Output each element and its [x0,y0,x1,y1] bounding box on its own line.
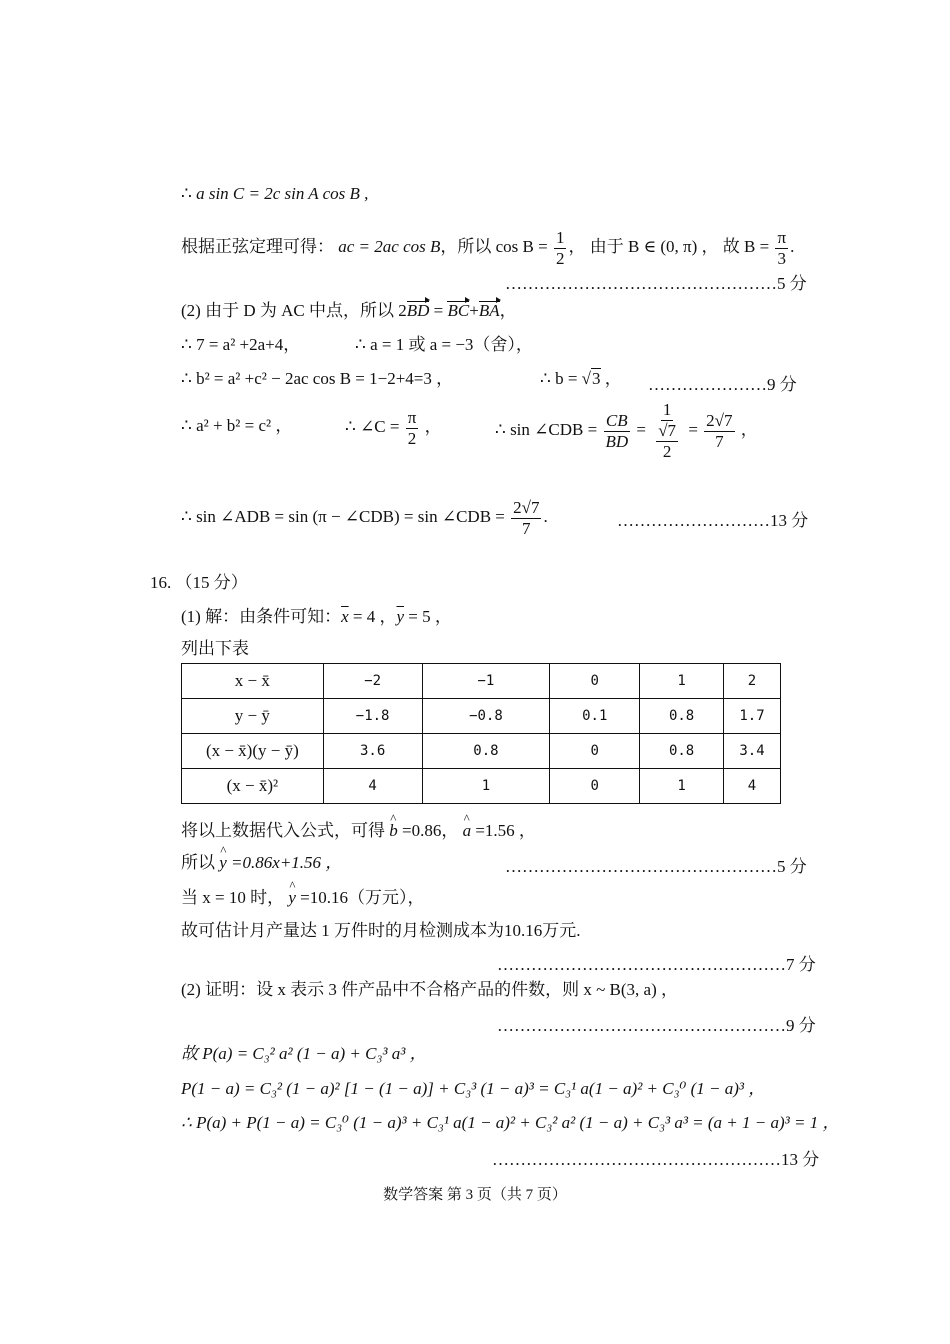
eq-line-1: ∴ a sin C = 2c sin A cos B , [181,184,369,203]
fraction: $\frac{\pi}{3}$ [777,227,787,268]
q16-line-5: 当 x = 10 时， ^ y =10.16（万元）， [181,887,424,909]
eq-line-7c: ∴ sin ∠CDB = $\frac{CB}{BD}$ = $\frac{1}{\frac{√7}{2}}$ = $\frac{2√7}{7}$ ， [495,400,758,461]
eq-line-7b: ∴ ∠C = $\frac{\pi}{2}$ ， [345,407,442,448]
table-cell: 4 [724,769,781,804]
score-leader: …………………………………………5 分 [505,857,807,876]
eq-line-2: 根据正弦定理可得： ac = 2ac cos B，所以 cos B = $\frac{1}{2}$ ， 由于 B ∈ (0, π) ， 故 B = $\frac{\pi}{3}$ . [181,227,795,268]
table-cell: −1 [422,664,550,699]
data-table [181,663,781,804]
score-leader: ……………………………………………13 分 [492,1150,820,1169]
table-cell: 3.6 [323,734,422,769]
fraction: $\frac{\pi}{2}$ [407,407,417,448]
q16-line-9: P(1 − a) = C₃² (1 − a)² [1 − (1 − a)] + C₃³ (1 − a)³ = C₃¹ a(1 − a)² + C₃⁰ (1 − a)³ ， [181,1079,766,1098]
table-cell: −0.8 [422,699,550,734]
score-leader: …………………………………………5 分 [505,274,807,293]
table-row [182,699,781,734]
fraction: $\frac{1}{\frac{√7}{2}}$ [658,400,677,461]
q16-line-1: (1) 解：由条件可知：$\overline{x} = 4$ ，$\overline{y} = 5$ ， [181,607,452,626]
eq-line-6a: ∴ b² = a² +c² − 2ac cos B = 1−2+4=3 ， [181,369,454,388]
table-cell: 0.8 [640,734,724,769]
table-cell: 0.8 [422,734,550,769]
row-header: (x − x̄)² [182,769,324,804]
fraction: $\frac{2√7}{7}$ [513,497,540,538]
page-footer: 数学答案 第 3 页（共 7 页） [383,1187,567,1203]
q16-line-6: 故可估计月产量达 1 万件时的月检测成本为10.16万元. [181,921,581,940]
table-row [182,769,781,804]
table-cell: 3.4 [724,734,781,769]
table-cell: 0 [550,769,640,804]
q16-line-8: 故 P(a) = C₃² a² (1 − a) + C₃³ a³ ， [181,1044,427,1063]
question-header: 16. （15 分） [150,573,248,592]
table-cell: −2 [323,664,422,699]
table-cell: 0.8 [640,699,724,734]
eq-line-8: ∴ sin ∠ADB = sin (π − ∠CDB) = sin ∠CDB = $\frac{2√7}{7}$ . [181,497,548,538]
eq-line-5b: ∴ a = 1 或 a = −3（舍）， [355,335,533,354]
q16-line-7: (2) 证明：设 x 表示 3 件产品中不合格产品的件数，则 x ~ B(3, a) ， [181,980,678,999]
table-cell: 2 [724,664,781,699]
score-leader: ……………………………………………7 分 [497,955,816,974]
score-leader: ……………………………………………9 分 [497,1016,816,1035]
eq-line-5a: ∴ 7 = a² +2a+4， [181,335,301,354]
fraction: $\frac{2√7}{7}$ [706,410,733,451]
table-row [182,664,781,699]
row-header: (x − x̄)(y − ȳ) [182,734,324,769]
table-row [182,734,781,769]
q16-line-4: 所以 ^ y =0.86x+1.56 ， [181,852,342,874]
eq-line-7a: ∴ a² + b² = c² ， [181,416,293,435]
fraction: $\frac{CB}{BD}$ [605,410,629,451]
table-cell: 1 [422,769,550,804]
table-cell: 1 [640,664,724,699]
eq-line-4: (2) 由于 D 为 AC 中点，所以 2BD = BC+BA， [181,301,517,320]
table-cell: 0.1 [550,699,640,734]
table-cell: 0 [550,664,640,699]
score-leader: …………………9 分 [648,375,797,394]
eq-line-6b: ∴ b = √3 ， [540,369,622,388]
table-cell: 4 [323,769,422,804]
q16-line-2: 列出下表 [181,639,249,658]
q16-line-10: ∴ P(a) + P(1 − a) = C₃⁰ (1 − a)³ + C₃¹ a(1 − a)² + C₃² a² (1 − a) + C₃³ a³ = (a + 1 − a)³ = 1 ， [181,1113,840,1132]
row-header: x − x̄ [182,664,324,699]
table-cell: 0 [550,734,640,769]
table-cell: 1 [640,769,724,804]
table-cell: 1.7 [724,699,781,734]
q16-line-3: 将以上数据代入公式，可得 ^ b =0.86， ^ a =1.56 ， [181,820,536,842]
fraction: $\frac{1}{2}$ [555,227,565,268]
row-header: y − ȳ [182,699,324,734]
table-cell: −1.8 [323,699,422,734]
score-leader: ………………………13 分 [617,511,809,530]
